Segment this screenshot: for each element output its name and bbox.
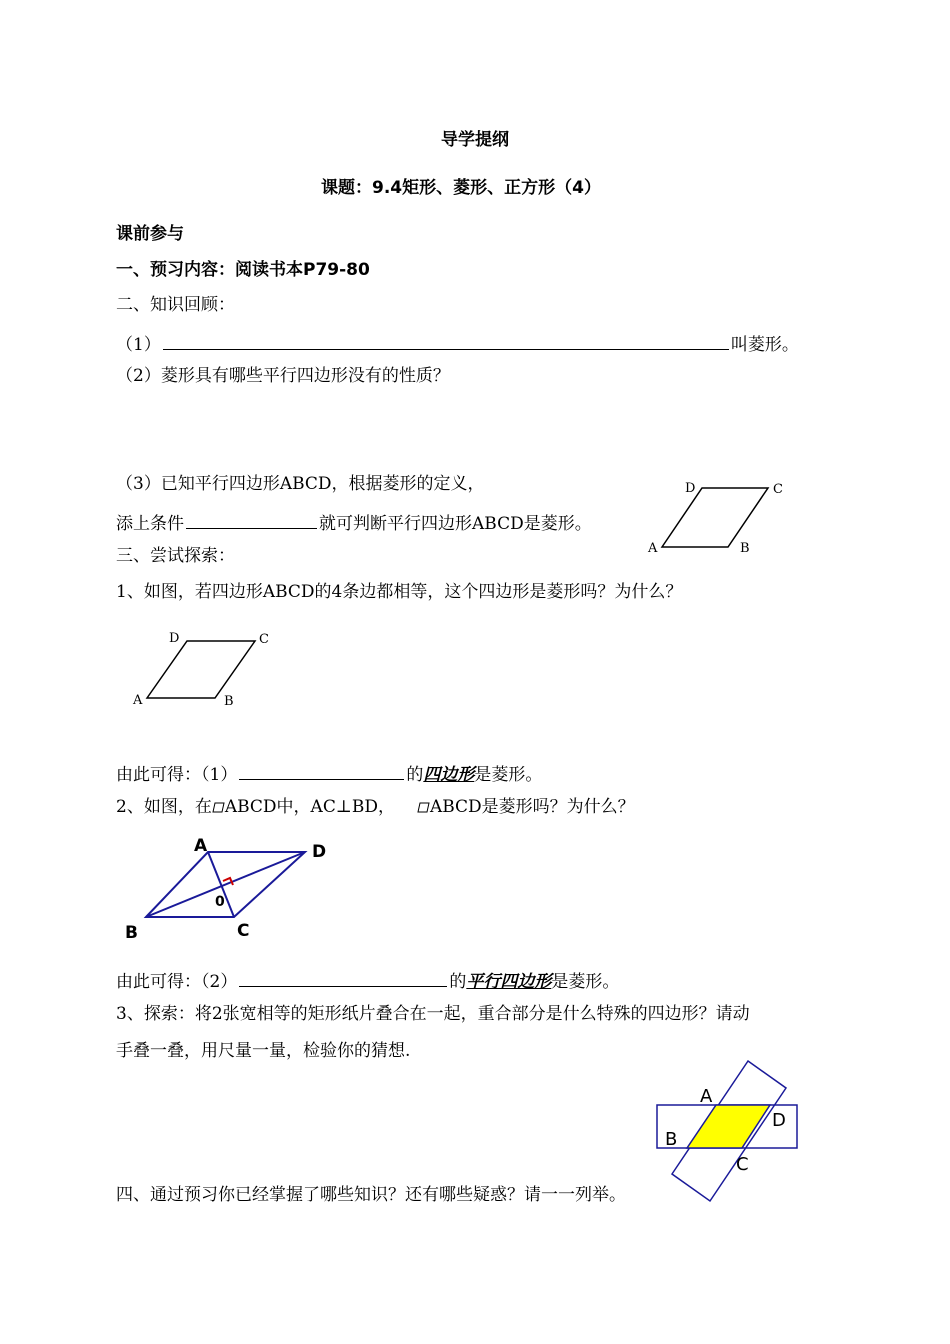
q1-blank[interactable] bbox=[163, 333, 729, 350]
label-c: C bbox=[259, 632, 269, 647]
label-b: B bbox=[224, 694, 234, 709]
q1-prefix: （1） bbox=[116, 335, 161, 355]
q3-blank[interactable] bbox=[186, 512, 317, 529]
lesson-title: 课题：9.4矩形、菱形、正方形（4） bbox=[321, 178, 601, 198]
label-d: D bbox=[312, 842, 327, 862]
label-d: D bbox=[772, 1110, 786, 1131]
label-a: A bbox=[700, 1086, 713, 1107]
parallelogram-shape bbox=[662, 488, 768, 547]
c2-suffix: 是菱形。 bbox=[551, 972, 620, 992]
label-o: 0 bbox=[215, 894, 225, 910]
label-b: B bbox=[740, 541, 750, 556]
label-c: C bbox=[736, 1154, 749, 1175]
c2-emph: 平行四边形 bbox=[466, 972, 552, 992]
figure-overlapping-strips bbox=[650, 1055, 810, 1205]
part2-heading: 二、知识回顾： bbox=[116, 295, 235, 315]
part1-heading: 一、预习内容：阅读书本P79-80 bbox=[116, 260, 370, 280]
e2-part-a: 2、如图，在 bbox=[116, 797, 212, 817]
label-a: A bbox=[194, 836, 208, 856]
q3-line1: （3）已知平行四边形ABCD，根据菱形的定义， bbox=[116, 474, 485, 494]
c1-emph: 四边形 bbox=[423, 765, 475, 785]
exercise3-line1: 3、探索：将2张宽相等的矩形纸片叠合在一起，重合部分是什么特殊的四边形？请动 bbox=[116, 1004, 750, 1024]
c2-prefix: 由此可得：（2） bbox=[116, 972, 238, 992]
conclusion2 bbox=[116, 970, 619, 991]
label-b: B bbox=[665, 1129, 678, 1150]
q3-prefix: 添上条件 bbox=[116, 514, 184, 534]
diagonal-bd bbox=[146, 852, 305, 917]
figure-quadrilateral bbox=[128, 625, 278, 715]
q2-line: （2）菱形具有哪些平行四边形没有的性质？ bbox=[116, 366, 450, 386]
c1-prefix: 由此可得：（1） bbox=[116, 765, 238, 785]
figure-parallelogram-1 bbox=[640, 470, 800, 560]
label-d: D bbox=[685, 481, 696, 496]
figure-rhombus-diagonals bbox=[120, 832, 340, 947]
exercise1: 1、如图，若四边形ABCD的4条边都相等，这个四边形是菱形吗？为什么？ bbox=[116, 582, 683, 602]
c2-mid: 的 bbox=[449, 972, 467, 992]
q3-suffix: 就可判断平行四边形ABCD是菱形。 bbox=[319, 514, 592, 534]
exercise3-line2: 手叠一叠，用尺量一量，检验你的猜想. bbox=[116, 1041, 411, 1061]
c1-mid: 的 bbox=[406, 765, 424, 785]
doc-title: 导学提纲 bbox=[441, 130, 509, 150]
overlap-rhombus bbox=[687, 1105, 770, 1148]
section-heading: 课前参与 bbox=[116, 224, 184, 244]
q1-line bbox=[116, 333, 799, 354]
e2-part-b: ABCD中，AC⊥BD， bbox=[224, 797, 395, 817]
label-c: C bbox=[237, 921, 250, 941]
q1-suffix: 叫菱形。 bbox=[730, 335, 799, 355]
c2-blank[interactable] bbox=[239, 970, 447, 987]
conclusion1 bbox=[116, 763, 542, 784]
label-c: C bbox=[773, 482, 783, 497]
part4-line: 四、通过预习你已经掌握了哪些知识？还有哪些疑惑？请一一列举。 bbox=[116, 1185, 626, 1205]
c1-suffix: 是菱形。 bbox=[474, 765, 543, 785]
c1-blank[interactable] bbox=[239, 763, 404, 780]
quadrilateral-shape bbox=[147, 641, 255, 698]
q3-line2 bbox=[116, 512, 592, 533]
parallelogram-symbol-icon bbox=[417, 802, 430, 813]
parallelogram-symbol-icon bbox=[212, 802, 225, 813]
part3-heading: 三、尝试探索： bbox=[116, 546, 235, 566]
label-d: D bbox=[169, 631, 180, 646]
label-a: A bbox=[648, 541, 658, 556]
e2-part-c: ABCD是菱形吗？为什么？ bbox=[429, 797, 635, 817]
label-b: B bbox=[125, 923, 138, 943]
exercise2 bbox=[116, 799, 635, 816]
label-a: A bbox=[133, 693, 143, 708]
